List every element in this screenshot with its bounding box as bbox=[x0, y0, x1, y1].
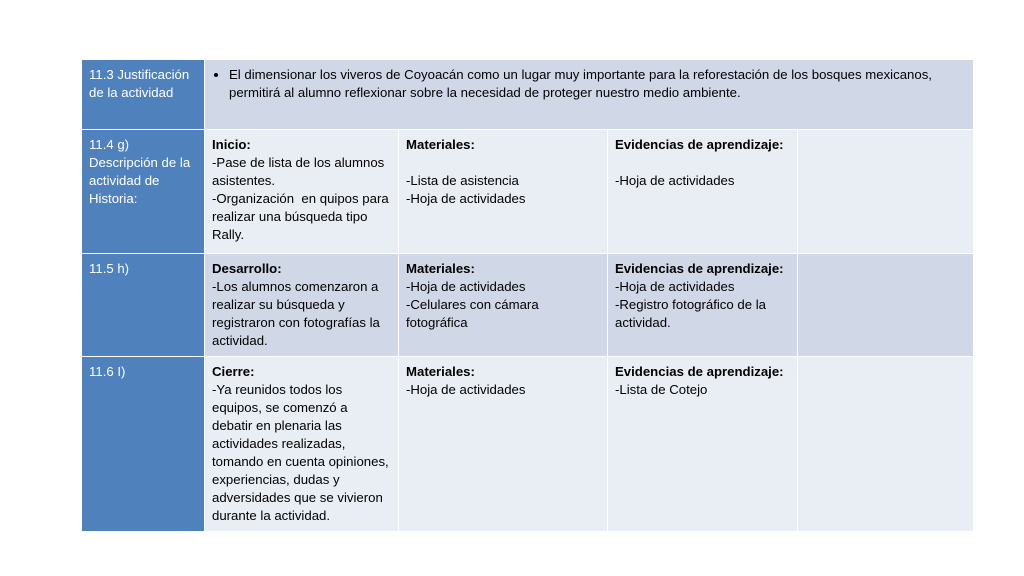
inicio-cell bbox=[205, 130, 399, 254]
cierre-empty-cell bbox=[798, 357, 974, 532]
desarrollo-line-1: -Los alumnos comenzaron a realizar su búsqueda y registraron con fotografías la actividad. bbox=[212, 279, 384, 348]
desarrollo-empty-cell bbox=[798, 254, 974, 357]
cierre-cell bbox=[205, 357, 399, 532]
inicio-materials-title: Materiales: bbox=[406, 137, 475, 152]
row-header-cierre: 11.6 I) bbox=[82, 357, 205, 532]
justification-text: • El dimensionar los viveros de Coyoacán como un lugar muy importante para la reforestación de los bosques mexicanos, permitirá al alumno reflexionar sobre la necesidad de proteger nuestro medio ambiente. bbox=[229, 66, 966, 102]
row-header-desarrollo: 11.5 h) bbox=[82, 254, 205, 357]
desarrollo-materials-title: Materiales: bbox=[406, 261, 475, 276]
inicio-empty-cell bbox=[798, 130, 974, 254]
cierre-evidence-cell bbox=[608, 357, 798, 532]
table-row-cierre bbox=[82, 357, 974, 532]
table-row-desarrollo bbox=[82, 254, 974, 357]
justification-cell bbox=[205, 60, 974, 130]
desarrollo-title: Desarrollo: bbox=[212, 261, 282, 276]
desarrollo-materials-cell bbox=[399, 254, 608, 357]
inicio-line-2: -Organización en quipos para realizar una búsqueda tipo Rally. bbox=[212, 191, 393, 242]
inicio-materials-line-2: -Hoja de actividades bbox=[406, 191, 526, 206]
desarrollo-evidence-line-2: -Registro fotográfico de la actividad. bbox=[615, 297, 770, 330]
inicio-evidence-line-1: -Hoja de actividades bbox=[615, 173, 735, 188]
cierre-title: Cierre: bbox=[212, 364, 255, 379]
desarrollo-materials-line-1: -Hoja de actividades bbox=[406, 279, 526, 294]
cierre-materials-title: Materiales: bbox=[406, 364, 475, 379]
inicio-materials-cell bbox=[399, 130, 608, 254]
inicio-line-1: -Pase de lista de los alumnos asistentes. bbox=[212, 155, 388, 188]
cierre-materials-line-1: -Hoja de actividades bbox=[406, 382, 526, 397]
row-header-descripcion: 11.4 g) Descripción de la actividad de Historia: bbox=[82, 130, 205, 254]
inicio-evidence-spacer bbox=[615, 154, 790, 172]
row-header-justification: 11.3 Justificación de la actividad bbox=[82, 60, 205, 130]
desarrollo-evidence-title: Evidencias de aprendizaje: bbox=[615, 261, 784, 276]
table-row-justification bbox=[82, 60, 974, 130]
inicio-materials-line-1: -Lista de asistencia bbox=[406, 173, 519, 188]
inicio-evidence-title: Evidencias de aprendizaje: bbox=[615, 137, 784, 152]
cierre-line-1: -Ya reunidos todos los equipos, se comenzó a debatir en plenaria las actividades realizadas, tomando en cuenta opiniones, experiencias, dudas y adversidades que se vivieron durante la actividad. bbox=[212, 382, 393, 523]
cierre-evidence-title: Evidencias de aprendizaje: bbox=[615, 364, 784, 379]
cierre-materials-cell bbox=[399, 357, 608, 532]
activity-table bbox=[81, 59, 974, 532]
inicio-title: Inicio: bbox=[212, 137, 251, 152]
desarrollo-cell bbox=[205, 254, 399, 357]
desarrollo-evidence-cell bbox=[608, 254, 798, 357]
desarrollo-materials-line-2: -Celulares con cámara fotográfica bbox=[406, 297, 543, 330]
desarrollo-evidence-line-1: -Hoja de actividades bbox=[615, 279, 735, 294]
inicio-materials-spacer bbox=[406, 154, 600, 172]
cierre-evidence-line-1: -Lista de Cotejo bbox=[615, 382, 708, 397]
inicio-evidence-cell bbox=[608, 130, 798, 254]
table-row-inicio bbox=[82, 130, 974, 254]
